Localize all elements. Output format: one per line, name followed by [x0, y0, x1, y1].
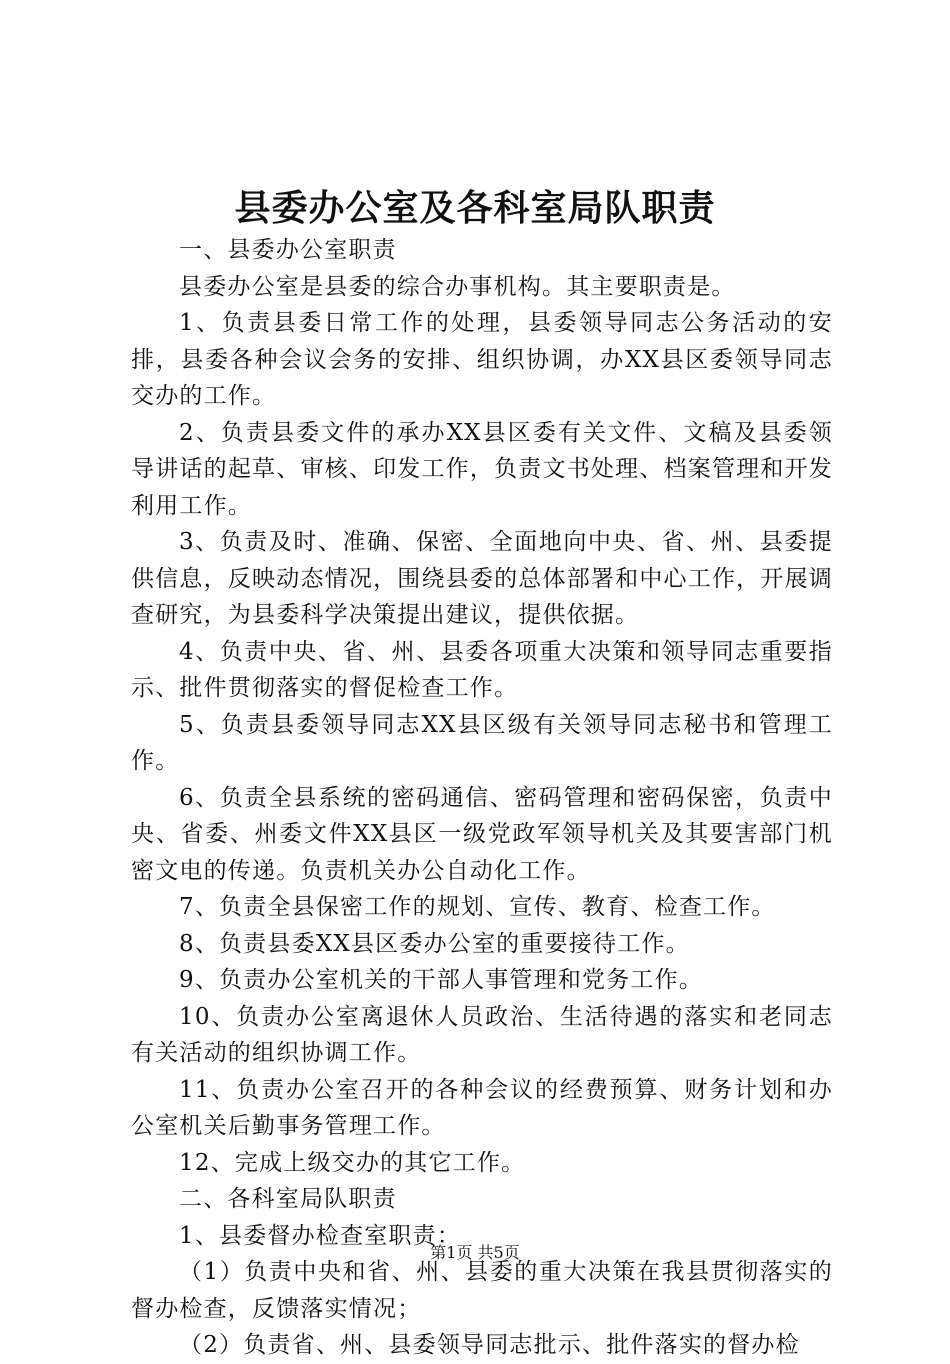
paragraph: 12、完成上级交办的其它工作。 [179, 1149, 526, 1176]
paragraph: （1）负责中央和省、州、县委的重大决策在我县贯彻落实的督办检查，反馈落实情况； [131, 1259, 833, 1322]
page-footer: 第1页 共5页 [430, 1243, 520, 1262]
paragraph: 8、负责县委XX县区委办公室的重要接待工作。 [179, 930, 690, 957]
paragraph: 9、负责办公室机关的干部人事管理和党务工作。 [179, 967, 704, 993]
paragraph: 10、负责办公室离退休人员政治、生活待遇的落实和老同志有关活动的组织协调工作。 [131, 1003, 833, 1066]
paragraph: （2）负责省、州、县委领导同志批示、批件落实的督办检 [179, 1332, 800, 1358]
section-heading-1: 一、县委办公室职责 [179, 237, 397, 263]
paragraph: 3、负责及时、准确、保密、全面地向中央、省、州、县委提供信息，反映动态情况，围绕县委的总体部署和中心工作，开展调查研究，为县委科学决策提出建议，提供依据。 [131, 529, 833, 628]
paragraph: 2、负责县委文件的承办XX县区委有关文件、文稿及县委领导讲话的起草、审核、印发工作，负责文书处理、档案管理和开发利用工作。 [131, 419, 833, 519]
paragraph: 5、负责县委领导同志XX县区级有关领导同志秘书和管理工作。 [131, 711, 833, 774]
paragraph: 11、负责办公室召开的各种会议的经费预算、财务计划和办公室机关后勤事务管理工作。 [131, 1076, 833, 1139]
paragraph: 县委办公室是县委的综合办事机构。其主要职责是。 [179, 273, 736, 300]
paragraph: 1、负责县委日常工作的处理，县委领导同志公务活动的安排，县委各种会议会务的安排、组织协调，办XX县区委领导同志交办的工作。 [131, 310, 833, 409]
document-body [131, 232, 833, 1364]
section-heading-2: 二、各科室局队职责 [179, 1186, 397, 1212]
paragraph: 7、负责全县保密工作的规划、宣传、教育、检查工作。 [179, 894, 776, 920]
paragraph: 4、负责中央、省、州、县委各项重大决策和领导同志重要指示、批件贯彻落实的督促检查工作。 [131, 638, 833, 701]
document-title: 县委办公室及各科室局队职责 [234, 187, 716, 229]
subsection-heading: 1、县委督办检查室职责： [179, 1222, 462, 1249]
paragraph: 6、负责全县系统的密码通信、密码管理和密码保密，负责中央、省委、州委文件XX县区一级党政军领导机关及其要害部门机密文电的传递。负责机关办公自动化工作。 [131, 784, 833, 884]
